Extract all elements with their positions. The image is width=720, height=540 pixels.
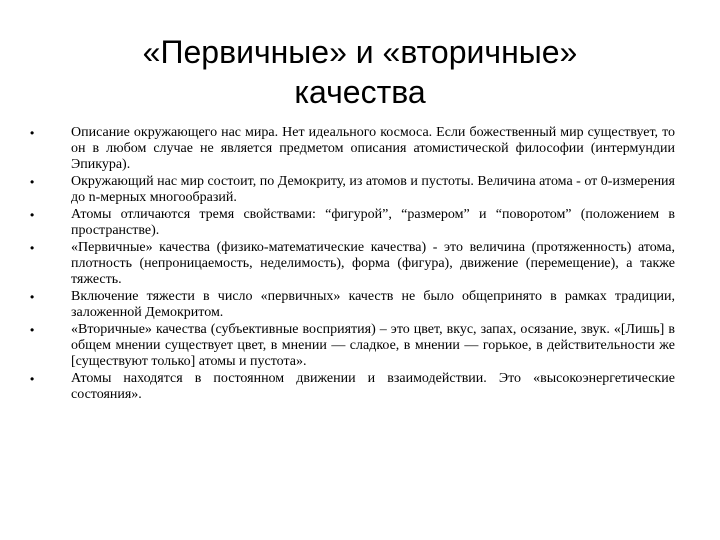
bullet-item-4	[30, 240, 675, 288]
bullet-item-5	[30, 289, 675, 321]
bullet-item-3	[30, 207, 675, 239]
bullet-text: Атомы отличаются тремя свойствами: “фигурой”, “размером” и “поворотом” (положением в пространстве).	[71, 207, 675, 238]
bullet-list	[30, 125, 675, 404]
bullet-text: Описание окружающего нас мира. Нет идеального космоса. Если божественный мир существует, то он в любом случае не является предметом описания атомистической философии (интермундии Эпикура).	[71, 125, 675, 172]
bullet-item-7	[30, 371, 675, 403]
bullet-marker: •	[30, 175, 35, 189]
bullet-marker: •	[30, 323, 35, 337]
slide-title-line-1: «Первичные» и «вторичные»	[142, 34, 578, 70]
bullet-text: Включение тяжести в число «первичных» качеств не было общепринято в рамках традиции, заложенной Демокритом.	[71, 289, 675, 320]
bullet-marker: •	[30, 208, 35, 222]
bullet-text: «Первичные» качества (физико-математические качества) - это величина (протяженность) атома, плотность (непроницаемость, неделимость), форма (фигура), движение (перемещение), а также тяжесть.	[71, 240, 675, 287]
bullet-marker: •	[30, 290, 35, 304]
bullet-text: «Вторичные» качества (субъективные восприятия) – это цвет, вкус, запах, осязание, звук. «[Лишь] в общем мнении существует цвет, в мнении — сладкое, в мнении — горькое, в действительности же [существуют только] атомы и пустота».	[71, 322, 675, 369]
bullet-item-6	[30, 322, 675, 370]
bullet-text: Окружающий нас мир состоит, по Демокриту, из атомов и пустоты. Величина атома - от 0-измерения до n-мерных многообразий.	[71, 174, 675, 205]
slide-title-line-2: качества	[294, 74, 426, 110]
bullet-marker: •	[30, 241, 35, 255]
bullet-text: Атомы находятся в постоянном движении и взаимодействии. Это «высокоэнергетические состояния».	[71, 371, 675, 402]
bullet-item-2	[30, 174, 675, 206]
bullet-item-1	[30, 125, 675, 173]
bullet-marker: •	[30, 126, 35, 140]
bullet-marker: •	[30, 372, 35, 386]
slide-title	[60, 32, 660, 112]
